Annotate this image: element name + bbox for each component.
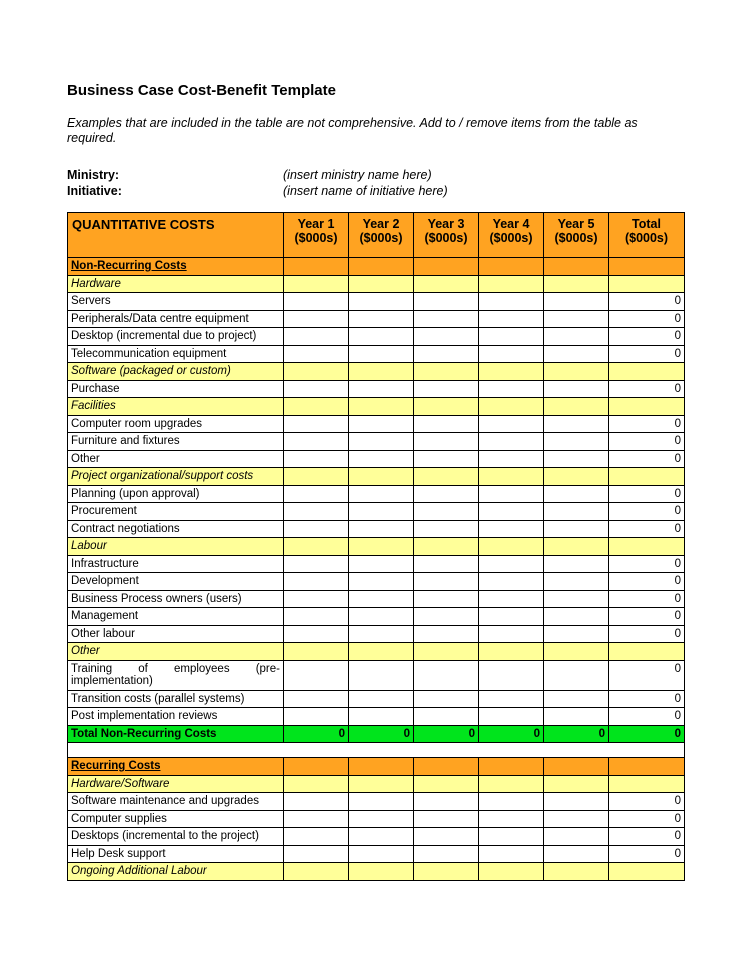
year1-value-cell [284,538,349,556]
initiative-field-row [67,183,684,199]
cost-item-row [68,450,685,468]
year5-value-cell [544,433,609,451]
cost-item-row [68,555,685,573]
year5-value-cell [544,590,609,608]
year2-value-cell [349,590,414,608]
year3-value-cell [414,258,479,276]
year2-value-cell [349,468,414,486]
subsection-header-row [68,398,685,416]
year3-value-cell [414,415,479,433]
section-header-row [68,758,685,776]
year2-value-cell [349,415,414,433]
row-label-cell: Computer supplies [68,810,284,828]
total-value-cell: 0 [609,555,685,573]
year5-value-cell [544,485,609,503]
subsection-header-row [68,775,685,793]
year4-value-cell [479,828,544,846]
year2-value-cell [349,275,414,293]
year2-value-cell [349,293,414,311]
year4-value-cell [479,258,544,276]
year4-value-cell [479,708,544,726]
year1-value-cell [284,503,349,521]
year3-value-cell [414,380,479,398]
total-value-cell: 0 [609,590,685,608]
row-label-cell: Contract negotiations [68,520,284,538]
year1-value-cell [284,643,349,661]
total-value-cell [609,863,685,881]
total-value-cell: 0 [609,433,685,451]
year5-value-cell [544,708,609,726]
year1-value-cell [284,573,349,591]
year5-value-cell [544,810,609,828]
column-header-year3: Year 3 ($000s) [414,213,479,258]
year5-value-cell [544,293,609,311]
total-value-cell: 0 [609,485,685,503]
year5-value-cell [544,538,609,556]
year2-value-cell [349,450,414,468]
year4-value-cell: 0 [479,725,544,743]
subsection-header-row [68,363,685,381]
year1-value-cell: 0 [284,725,349,743]
year1-value-cell [284,863,349,881]
row-label-cell: Hardware [68,275,284,293]
year3-value-cell [414,708,479,726]
year2-value-cell [349,608,414,626]
year5-value-cell [544,863,609,881]
year1-value-cell [284,468,349,486]
cost-item-row [68,485,685,503]
row-label-cell: Transition costs (parallel systems) [68,690,284,708]
year3-value-cell [414,590,479,608]
year3-value-cell [414,433,479,451]
cost-item-row [68,415,685,433]
cost-item-row [68,845,685,863]
year4-value-cell [479,415,544,433]
year3-value-cell [414,758,479,776]
year3-value-cell [414,555,479,573]
row-label-cell: Peripherals/Data centre equipment [68,310,284,328]
year3-value-cell [414,810,479,828]
row-label-cell: Help Desk support [68,845,284,863]
total-value-cell: 0 [609,625,685,643]
year4-value-cell [479,328,544,346]
year4-value-cell [479,363,544,381]
year1-value-cell [284,310,349,328]
year4-value-cell [479,608,544,626]
total-value-cell: 0 [609,520,685,538]
cost-item-row [68,810,685,828]
year5-value-cell [544,415,609,433]
page-subtitle: Examples that are included in the table are not comprehensive. Add to / remove items from the table as required. [67,116,638,145]
cost-item-row [68,793,685,811]
year1-value-cell [284,380,349,398]
year4-value-cell [479,538,544,556]
year5-value-cell [544,555,609,573]
cost-item-row [68,345,685,363]
table-header-row [68,213,685,258]
total-value-cell [609,538,685,556]
row-label-cell: Recurring Costs [68,758,284,776]
row-label-cell: Telecommunication equipment [68,345,284,363]
total-value-cell: 0 [609,573,685,591]
row-label-cell: Other [68,643,284,661]
year2-value-cell [349,863,414,881]
row-label-cell: Computer room upgrades [68,415,284,433]
cost-item-row [68,520,685,538]
row-label-cell: Facilities [68,398,284,416]
cost-item-row [68,310,685,328]
ministry-field-row [67,167,684,183]
year2-value-cell [349,503,414,521]
year3-value-cell [414,660,479,690]
total-value-cell: 0 [609,845,685,863]
year5-value-cell [544,793,609,811]
year2-value-cell [349,433,414,451]
cost-item-row [68,690,685,708]
cost-item-row [68,573,685,591]
total-row [68,725,685,743]
cost-item-row [68,708,685,726]
row-label-cell: Software maintenance and upgrades [68,793,284,811]
year5-value-cell [544,380,609,398]
year2-value-cell [349,708,414,726]
year3-value-cell [414,643,479,661]
cost-item-row [68,503,685,521]
year2-value-cell [349,380,414,398]
year1-value-cell [284,793,349,811]
year2-value-cell [349,793,414,811]
year1-value-cell [284,485,349,503]
year3-value-cell [414,450,479,468]
year4-value-cell [479,380,544,398]
column-header-total: Total ($000s) [609,213,685,258]
ministry-value: (insert ministry name here) [283,168,432,182]
total-value-cell: 0 [609,328,685,346]
total-value-cell: 0 [609,380,685,398]
year3-value-cell [414,293,479,311]
page-title: Business Case Cost-Benefit Template [67,82,336,99]
year1-value-cell [284,708,349,726]
year4-value-cell [479,485,544,503]
year2-value-cell [349,690,414,708]
year5-value-cell [544,625,609,643]
initiative-value: (insert name of initiative here) [283,184,448,198]
row-label-cell: Servers [68,293,284,311]
year1-value-cell [284,345,349,363]
year4-value-cell [479,398,544,416]
year1-value-cell [284,608,349,626]
cost-item-row [68,590,685,608]
subsection-header-row [68,538,685,556]
year4-value-cell [479,520,544,538]
row-label-cell: Other labour [68,625,284,643]
total-value-cell: 0 [609,810,685,828]
row-label-cell: Hardware/Software [68,775,284,793]
year3-value-cell [414,328,479,346]
year4-value-cell [479,810,544,828]
cost-item-row [68,828,685,846]
subsection-header-row [68,275,685,293]
year2-value-cell: 0 [349,725,414,743]
year4-value-cell [479,758,544,776]
total-value-cell [609,398,685,416]
cost-item-row [68,433,685,451]
year1-value-cell [284,828,349,846]
year4-value-cell [479,863,544,881]
year2-value-cell [349,758,414,776]
section-header-row [68,258,685,276]
quantitative-costs-table [67,212,685,881]
total-value-cell: 0 [609,608,685,626]
year4-value-cell [479,275,544,293]
year1-value-cell [284,660,349,690]
year1-value-cell [284,758,349,776]
year4-value-cell [479,293,544,311]
row-label-cell: Purchase [68,380,284,398]
cost-item-row [68,380,685,398]
year3-value-cell [414,863,479,881]
cost-item-row [68,608,685,626]
row-label-cell: Software (packaged or custom) [68,363,284,381]
year3-value-cell [414,845,479,863]
year5-value-cell [544,690,609,708]
year2-value-cell [349,555,414,573]
row-label-cell: Procurement [68,503,284,521]
year3-value-cell [414,625,479,643]
year5-value-cell [544,345,609,363]
year2-value-cell [349,520,414,538]
year5-value-cell [544,643,609,661]
year2-value-cell [349,258,414,276]
total-value-cell: 0 [609,660,685,690]
year5-value-cell: 0 [544,725,609,743]
total-value-cell: 0 [609,450,685,468]
year1-value-cell [284,810,349,828]
year4-value-cell [479,643,544,661]
year3-value-cell [414,485,479,503]
spacer-row [68,743,685,758]
year2-value-cell [349,328,414,346]
year5-value-cell [544,608,609,626]
total-value-cell [609,775,685,793]
cost-table-body [68,258,685,881]
year5-value-cell [544,775,609,793]
year1-value-cell [284,520,349,538]
row-label-cell: Post implementation reviews [68,708,284,726]
year3-value-cell [414,690,479,708]
subsection-header-row [68,643,685,661]
year5-value-cell [544,310,609,328]
ministry-label: Ministry: [67,168,120,182]
year3-value-cell [414,608,479,626]
year2-value-cell [349,573,414,591]
total-value-cell [609,258,685,276]
year4-value-cell [479,468,544,486]
total-value-cell: 0 [609,293,685,311]
year3-value-cell [414,793,479,811]
total-value-cell: 0 [609,708,685,726]
total-value-cell [609,643,685,661]
row-label-cell: Other [68,450,284,468]
year4-value-cell [479,690,544,708]
year3-value-cell [414,775,479,793]
year5-value-cell [544,258,609,276]
year2-value-cell [349,538,414,556]
year4-value-cell [479,310,544,328]
row-label-cell: Ongoing Additional Labour [68,863,284,881]
year1-value-cell [284,258,349,276]
year3-value-cell [414,828,479,846]
column-header-year2: Year 2 ($000s) [349,213,414,258]
cost-item-row [68,293,685,311]
total-value-cell: 0 [609,310,685,328]
total-value-cell: 0 [609,793,685,811]
year2-value-cell [349,398,414,416]
total-value-cell: 0 [609,345,685,363]
cost-item-row [68,328,685,346]
year4-value-cell [479,590,544,608]
row-label-cell: Infrastructure [68,555,284,573]
year3-value-cell [414,363,479,381]
column-header-year5: Year 5 ($000s) [544,213,609,258]
year4-value-cell [479,503,544,521]
year2-value-cell [349,485,414,503]
year4-value-cell [479,573,544,591]
total-value-cell [609,468,685,486]
year4-value-cell [479,625,544,643]
year1-value-cell [284,590,349,608]
year5-value-cell [544,328,609,346]
year2-value-cell [349,363,414,381]
year1-value-cell [284,690,349,708]
row-label-cell: Desktop (incremental due to project) [68,328,284,346]
total-value-cell [609,758,685,776]
year5-value-cell [544,758,609,776]
year5-value-cell [544,503,609,521]
year1-value-cell [284,398,349,416]
total-value-cell: 0 [609,725,685,743]
year1-value-cell [284,275,349,293]
year1-value-cell [284,775,349,793]
initiative-label: Initiative: [67,184,122,198]
year2-value-cell [349,345,414,363]
year5-value-cell [544,398,609,416]
year3-value-cell [414,520,479,538]
row-label-cell: Planning (upon approval) [68,485,284,503]
subsection-header-row [68,468,685,486]
cost-item-row [68,660,685,690]
year1-value-cell [284,363,349,381]
row-label-cell: Business Process owners (users) [68,590,284,608]
total-value-cell [609,363,685,381]
year1-value-cell [284,415,349,433]
total-value-cell: 0 [609,503,685,521]
total-value-cell: 0 [609,828,685,846]
year1-value-cell [284,845,349,863]
total-value-cell [609,275,685,293]
year4-value-cell [479,660,544,690]
table-title-cell: QUANTITATIVE COSTS [68,213,284,258]
year2-value-cell [349,845,414,863]
row-label-cell: Total Non-Recurring Costs [68,725,284,743]
year5-value-cell [544,520,609,538]
year3-value-cell [414,345,479,363]
year3-value-cell: 0 [414,725,479,743]
year2-value-cell [349,660,414,690]
year5-value-cell [544,468,609,486]
year2-value-cell [349,775,414,793]
row-label-cell: Project organizational/support costs [68,468,284,486]
year1-value-cell [284,450,349,468]
year2-value-cell [349,643,414,661]
year2-value-cell [349,828,414,846]
year3-value-cell [414,538,479,556]
year3-value-cell [414,275,479,293]
year2-value-cell [349,310,414,328]
row-label-cell: Development [68,573,284,591]
year2-value-cell [349,625,414,643]
subsection-header-row [68,863,685,881]
year4-value-cell [479,433,544,451]
year4-value-cell [479,793,544,811]
row-label-cell: Management [68,608,284,626]
year5-value-cell [544,660,609,690]
year1-value-cell [284,625,349,643]
year3-value-cell [414,398,479,416]
row-label-cell: Labour [68,538,284,556]
year4-value-cell [479,555,544,573]
year4-value-cell [479,450,544,468]
year3-value-cell [414,468,479,486]
document-page [67,82,684,881]
year3-value-cell [414,503,479,521]
year1-value-cell [284,555,349,573]
year5-value-cell [544,573,609,591]
year1-value-cell [284,433,349,451]
meta-fields [67,167,684,199]
row-label-cell: Furniture and fixtures [68,433,284,451]
year1-value-cell [284,328,349,346]
year4-value-cell [479,845,544,863]
column-header-year4: Year 4 ($000s) [479,213,544,258]
year4-value-cell [479,775,544,793]
year3-value-cell [414,310,479,328]
year3-value-cell [414,573,479,591]
row-label-cell: Non-Recurring Costs [68,258,284,276]
year1-value-cell [284,293,349,311]
total-value-cell: 0 [609,690,685,708]
year5-value-cell [544,450,609,468]
cost-item-row [68,625,685,643]
year5-value-cell [544,828,609,846]
year5-value-cell [544,275,609,293]
year4-value-cell [479,345,544,363]
year5-value-cell [544,363,609,381]
year5-value-cell [544,845,609,863]
row-label-cell: Desktops (incremental to the project) [68,828,284,846]
year2-value-cell [349,810,414,828]
row-label-cell: Training of employees (pre- implementation) [68,660,284,690]
total-value-cell: 0 [609,415,685,433]
spacer-cell [68,743,685,758]
column-header-year1: Year 1 ($000s) [284,213,349,258]
